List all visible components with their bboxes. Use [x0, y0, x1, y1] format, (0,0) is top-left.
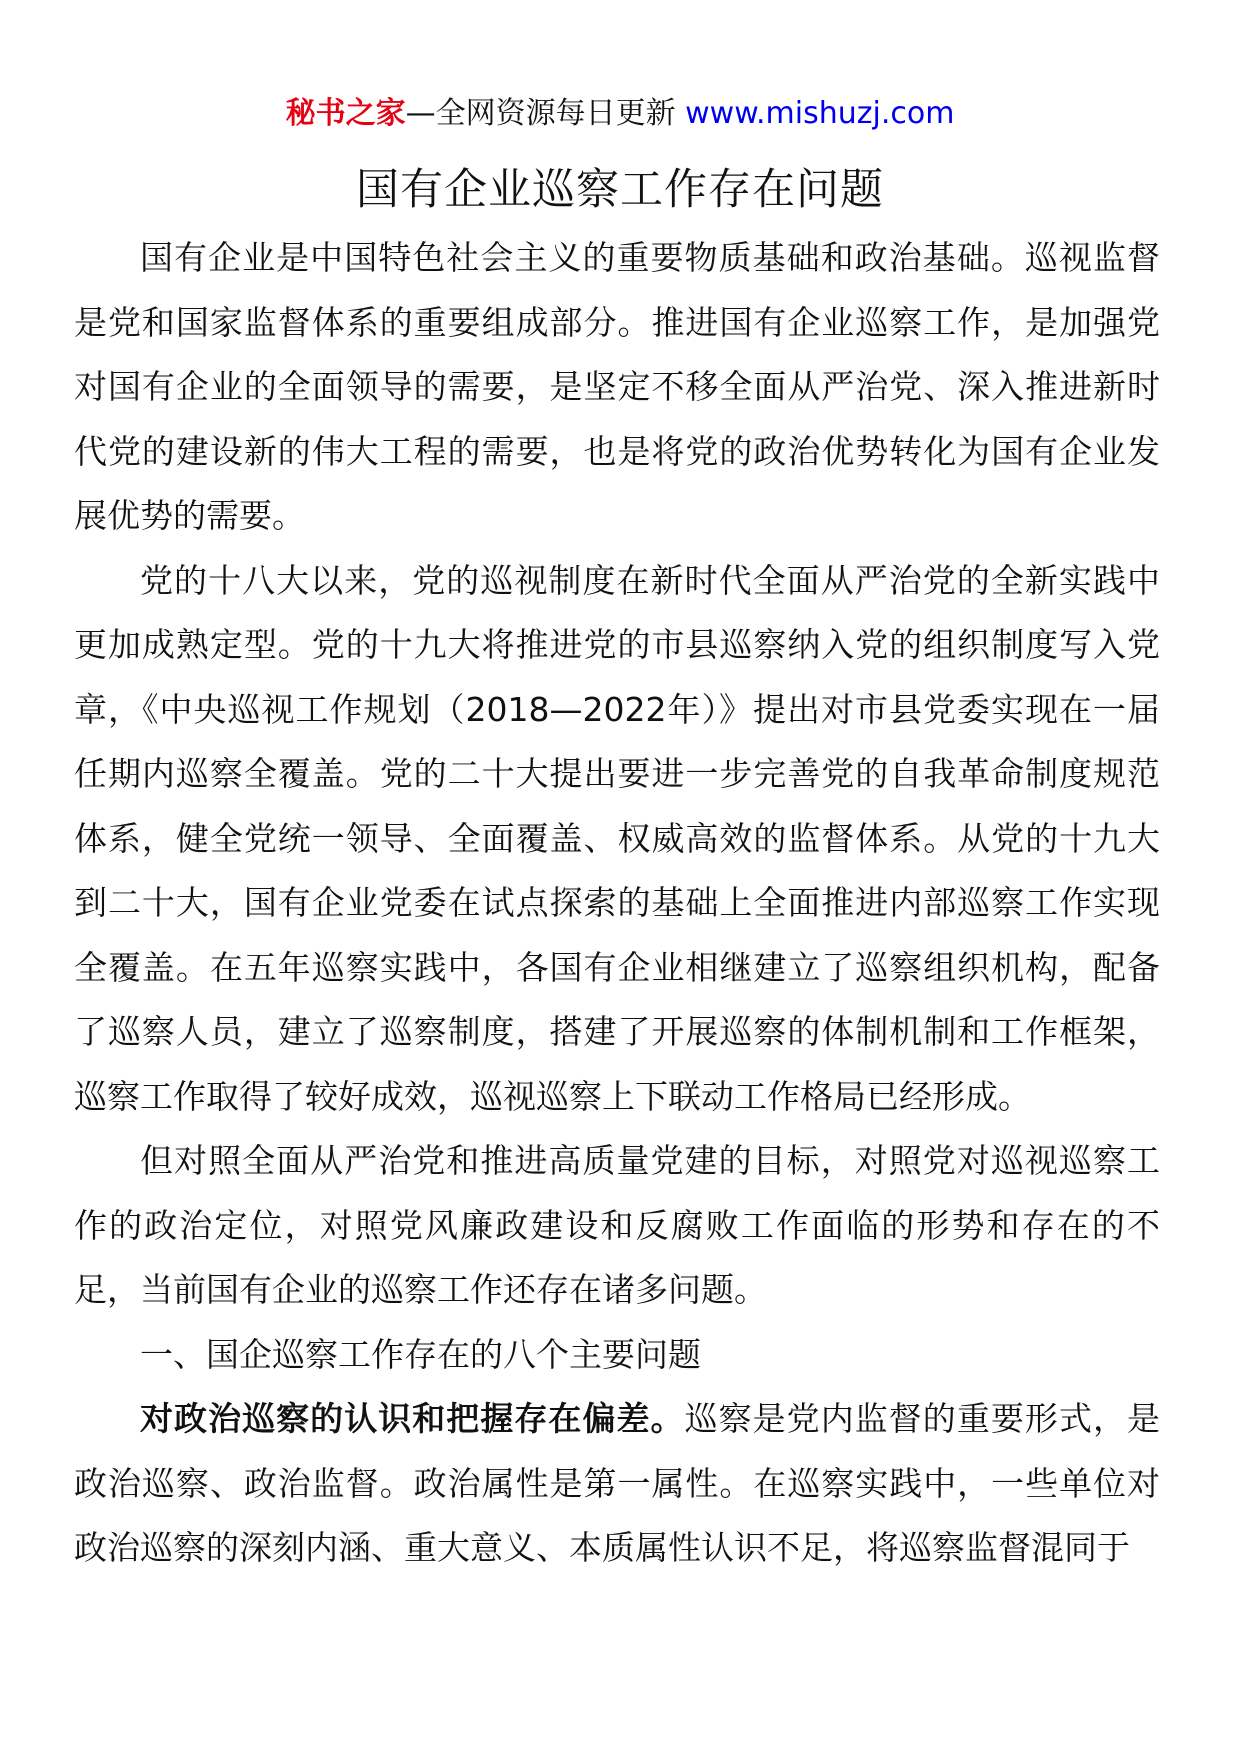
point-1-text: 巡察是党内监督的重要形式，是政治巡察、政治监督。政治属性是第一属性。在巡察实践中，一些单位对政治巡察的深刻内涵、重大意义、本质属性认识不足，将巡察监督混同于 — [74, 1399, 1161, 1567]
banner-tagline: —全网资源每日更新 — [405, 96, 686, 131]
section-heading: 一、国企巡察工作存在的八个主要问题 — [140, 1334, 701, 1374]
paragraph-problems: 但对照全面从严治党和推进高质量党建的目标，对照党对巡视巡察工作的政治定位，对照党风廉政建设和反腐败工作面临的形势和存在的不足，当前国有企业的巡察工作还存在诸多问题。 — [74, 1141, 1160, 1309]
point-1-lead: 对政治巡察的认识和把握存在偏差。 — [140, 1399, 685, 1438]
site-banner — [0, 94, 1240, 134]
paragraph-point-1 — [74, 1387, 1160, 1581]
paragraph-history: 党的十八大以来，党的巡视制度在新时代全面从严治党的全新实践中更加成熟定型。党的十九大将推进党的市县巡察纳入党的组织制度写入党章，《中央巡视工作规划（2018—2022年）》提出对市县党委实现在一届任期内巡察全覆盖。党的二十大提出要进一步完善党的自我革命制度规范体系，健全党统一领导、全面覆盖、权威高效的监督体系。从党的十九大到二十大，国有企业党委在试点探索的基础上全面推进内部巡察工作实现全覆盖。在五年巡察实践中，各国有企业相继建立了巡察组织机构，配备了巡察人员，建立了巡察制度，搭建了开展巡察的体制机制和工作框架，巡察工作取得了较好成效，巡视巡察上下联动工作格局已经形成。 — [74, 560, 1160, 1116]
brand-name: 秘书之家 — [285, 96, 406, 131]
paragraph-intro: 国有企业是中国特色社会主义的重要物质基础和政治基础。巡视监督是党和国家监督体系的重要组成部分。推进国有企业巡察工作，是加强党对国有企业的全面领导的需要，是坚定不移全面从严治党、深入推进新时代党的建设新的伟大工程的需要，也是将党的政治优势转化为国有企业发展优势的需要。 — [74, 238, 1160, 535]
document-title: 国有企业巡察工作存在问题 — [356, 165, 884, 215]
document-body — [74, 226, 1160, 1581]
site-url-link[interactable]: www.mishuzj.com — [685, 96, 955, 131]
